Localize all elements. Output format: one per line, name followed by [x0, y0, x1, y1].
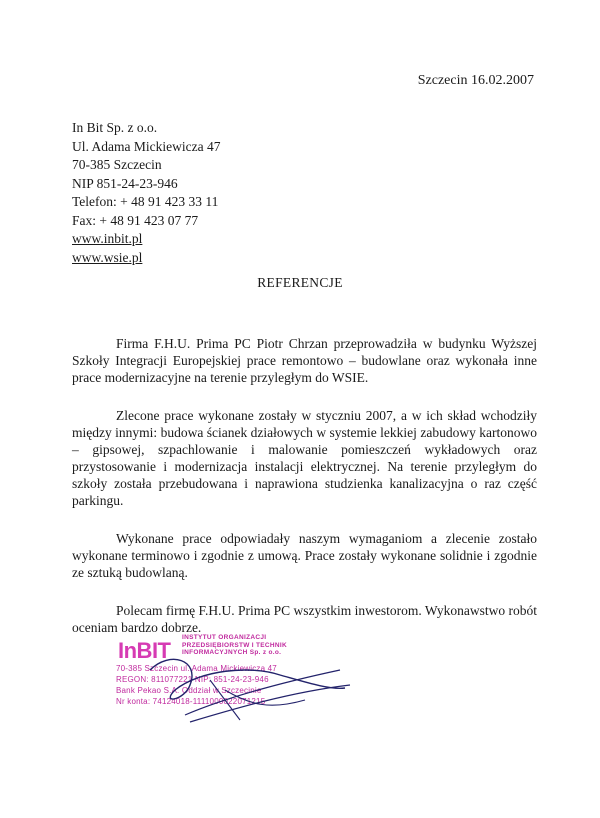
- sender-address-block: [72, 119, 220, 267]
- letter-body: [72, 335, 537, 657]
- body-paragraph-4: Polecam firmę F.H.U. Prima PC wszystkim inwestorom. Wykonawstwo robót oceniam bardzo dobrze.: [72, 603, 537, 635]
- stamp-header: INSTYTUT ORGANIZACJI PRZEDSIĘBIORSTW I TECHNIK INFORMACYJNYCH Sp. z o.o.: [182, 634, 288, 656]
- website-link-wsie[interactable]: www.wsie.pl: [72, 249, 143, 265]
- sender-city: 70-385 Szczecin: [72, 157, 162, 172]
- stamp-address: 70-385 Szczecin ul. Adama Mickiewicza 47: [116, 664, 277, 673]
- stamp-regon: REGON: 811077221 NIP: 851-24-23-946: [116, 675, 269, 684]
- body-paragraph-2: Zlecone prace wykonane zostały w styczniu 2007, a w ich skład wchodziły między innymi: budowa ścianek działowych w systemie lekkiej zabudowy kartonowo – gipsowej, szpachlowanie i malowanie pomieszczeń wykładowych oraz przystosowanie i modernizacja instalacji elektrycznej. Na terenie przyległym do szkoły została przebudowana i naprawiona studzienka kanalizacyjna o raz część parkingu.: [72, 408, 537, 508]
- sender-fax: Fax: + 48 91 423 07 77: [72, 212, 199, 228]
- website-link-inbit[interactable]: www.inbit.pl: [72, 231, 143, 246]
- body-paragraph-1: Firma F.H.U. Prima PC Piotr Chrzan przeprowadziła w budynku Wyższej Szkoły Integracji Europejskiej prace remontowo – budowlane oraz wykonała inne prace modernizacyjne na terenie przyległym do WSIE.: [72, 336, 537, 385]
- stamp-bank: Bank Pekao S.A. Oddział w Szczecinie: [116, 686, 262, 695]
- handwritten-signature: [130, 630, 360, 730]
- body-paragraph-3: Wykonane prace odpowiadały naszym wymaganiom a zlecenie zostało wykonane terminowo i zgodnie z umową. Prace zostały wykonane solidnie i zgodnie ze sztuką budowlaną.: [72, 531, 537, 580]
- document-title: REFERENCJE: [257, 275, 343, 290]
- sender-street: Ul. Adama Mickiewicza 47: [72, 138, 221, 154]
- sender-phone: Telefon: + 48 91 423 33 11: [72, 194, 219, 209]
- stamp-logo: InBIT: [118, 638, 171, 663]
- stamp-account: Nr konta: 74124018-1111000022071215: [116, 697, 266, 706]
- sender-company-name: In Bit Sp. z o.o.: [72, 120, 158, 135]
- letter-date: Szczecin 16.02.2007: [417, 73, 534, 88]
- sender-nip: NIP 851-24-23-946: [72, 175, 178, 191]
